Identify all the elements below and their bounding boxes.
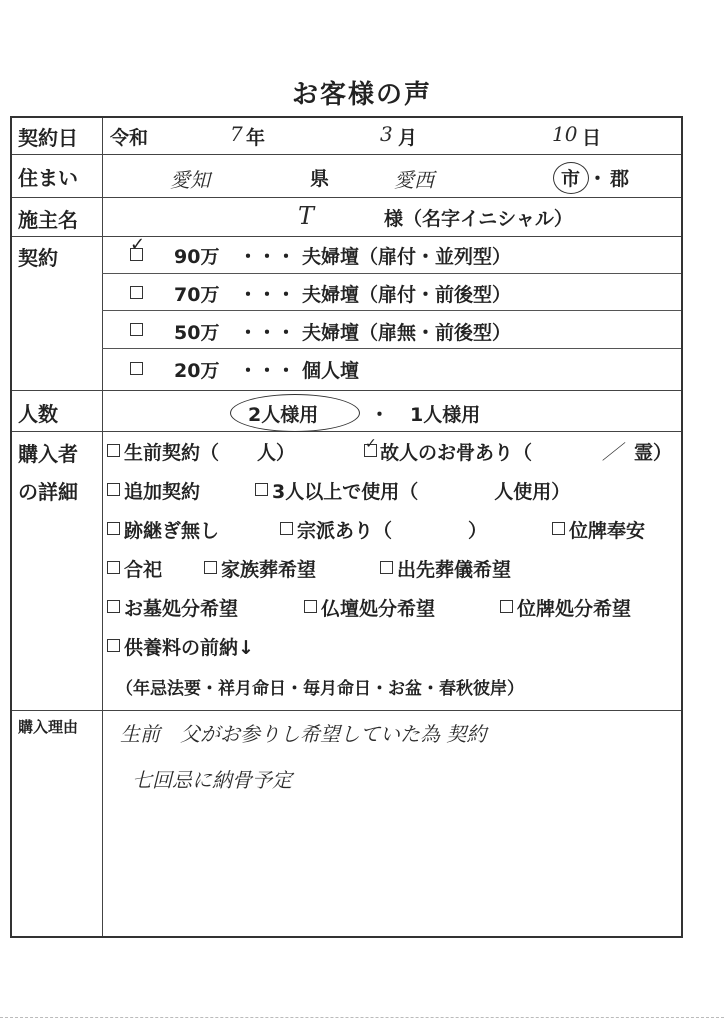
pre-contract-label: 生前契約（ 人）: [124, 442, 296, 464]
date-label: 契約日: [18, 126, 78, 150]
row-divider: [12, 197, 681, 198]
contract-option: 50万 ・・・ 夫婦壇（扉無・前後型）: [174, 322, 512, 344]
people-option-1[interactable]: 1人様用: [410, 404, 481, 426]
row-divider: [12, 390, 681, 391]
additional-contract-label: 追加契約: [124, 481, 201, 503]
prepay-offering-checkbox[interactable]: [107, 639, 120, 652]
owner-label: 施主名: [18, 208, 78, 232]
buyer-label-line1: 購入者: [18, 442, 78, 466]
row-divider: [12, 236, 681, 237]
check-mark-icon: ✓: [365, 436, 377, 452]
tablet-enshrine-checkbox[interactable]: [552, 522, 565, 535]
row-divider: [12, 710, 681, 711]
row-divider: [102, 273, 681, 274]
survey-form: [10, 116, 683, 938]
remains-unit: 霊）: [634, 442, 673, 464]
check-mark-icon: ✓: [130, 234, 146, 255]
grave-disposal-label: お墓処分希望: [124, 598, 239, 620]
district-unit: 郡: [610, 168, 630, 190]
family-funeral-checkbox[interactable]: [204, 561, 217, 574]
buyer-label-line2: の詳細: [18, 480, 78, 504]
people-option-2[interactable]: 2人様用: [248, 404, 319, 426]
family-funeral-label: 家族葬希望: [221, 559, 317, 581]
month-value[interactable]: 3: [380, 122, 393, 146]
day-value[interactable]: 10: [552, 122, 578, 146]
day-unit: 日: [582, 127, 602, 149]
sect-label: 宗派あり（ ）: [297, 520, 488, 542]
contract-label: 契約: [18, 246, 58, 270]
row-divider: [102, 310, 681, 311]
address-separator: ・: [588, 168, 608, 190]
contract-70-checkbox[interactable]: [130, 286, 143, 299]
people-separator: ・: [370, 404, 390, 426]
contract-option: 90万 ・・・ 夫婦壇（扉付・並列型）: [174, 246, 512, 268]
remains-count-value[interactable]: ／: [602, 440, 622, 464]
additional-contract-checkbox[interactable]: [107, 483, 120, 496]
offsite-funeral-checkbox[interactable]: [380, 561, 393, 574]
row-divider: [12, 154, 681, 155]
offsite-funeral-label: 出先葬儀希望: [397, 559, 512, 581]
people-label: 人数: [18, 402, 58, 426]
prefecture-unit: 県: [310, 168, 330, 190]
month-unit: 月: [398, 127, 418, 149]
owner-initial[interactable]: T: [298, 202, 315, 230]
altar-disposal-label: 仏壇処分希望: [321, 598, 436, 620]
deceased-remains-label: 故人のお骨あり（: [380, 442, 533, 464]
contract-option: 70万 ・・・ 夫婦壇（扉付・前後型）: [174, 284, 512, 306]
sect-checkbox[interactable]: [280, 522, 293, 535]
prefecture-value[interactable]: 愛知: [170, 168, 210, 192]
year-unit: 年: [246, 127, 266, 149]
three-plus-label: 3人以上で使用（ 人使用）: [272, 481, 571, 503]
joint-burial-checkbox[interactable]: [107, 561, 120, 574]
city-value[interactable]: 愛西: [394, 168, 434, 192]
page-title: お客様の声: [291, 80, 432, 110]
owner-suffix: 様（名字イニシャル）: [384, 208, 573, 230]
no-successor-label: 跡継ぎ無し: [124, 520, 220, 542]
tablet-disposal-label: 位牌処分希望: [517, 598, 632, 620]
tablet-disposal-checkbox[interactable]: [500, 600, 513, 613]
page-edge-line: [0, 1017, 724, 1018]
tablet-enshrine-label: 位牌奉安: [569, 520, 646, 542]
contract-option: 20万 ・・・ 個人壇: [174, 360, 360, 382]
row-divider: [102, 348, 681, 349]
prepay-offering-label: 供養料の前納↓: [124, 637, 254, 659]
altar-disposal-checkbox[interactable]: [304, 600, 317, 613]
city-unit: 市: [561, 168, 581, 190]
grave-disposal-checkbox[interactable]: [107, 600, 120, 613]
label-column-divider: [102, 118, 103, 936]
contract-20-checkbox[interactable]: [130, 362, 143, 375]
joint-burial-label: 合祀: [124, 559, 163, 581]
memorial-note: （年忌法要・祥月命日・毎月命日・お盆・春秋彼岸）: [116, 679, 524, 699]
three-plus-checkbox[interactable]: [255, 483, 268, 496]
reason-line-2[interactable]: 七回忌に納骨予定: [132, 768, 292, 792]
reason-line-1[interactable]: 生前 父がお参りし希望していた為 契約: [120, 722, 487, 746]
year-value[interactable]: 7: [230, 122, 243, 146]
row-divider: [12, 431, 681, 432]
reason-label: 購入理由: [18, 718, 79, 736]
era-text: 令和: [110, 127, 149, 149]
address-label: 住まい: [18, 166, 78, 190]
contract-50-checkbox[interactable]: [130, 323, 143, 336]
no-successor-checkbox[interactable]: [107, 522, 120, 535]
pre-contract-checkbox[interactable]: [107, 444, 120, 457]
